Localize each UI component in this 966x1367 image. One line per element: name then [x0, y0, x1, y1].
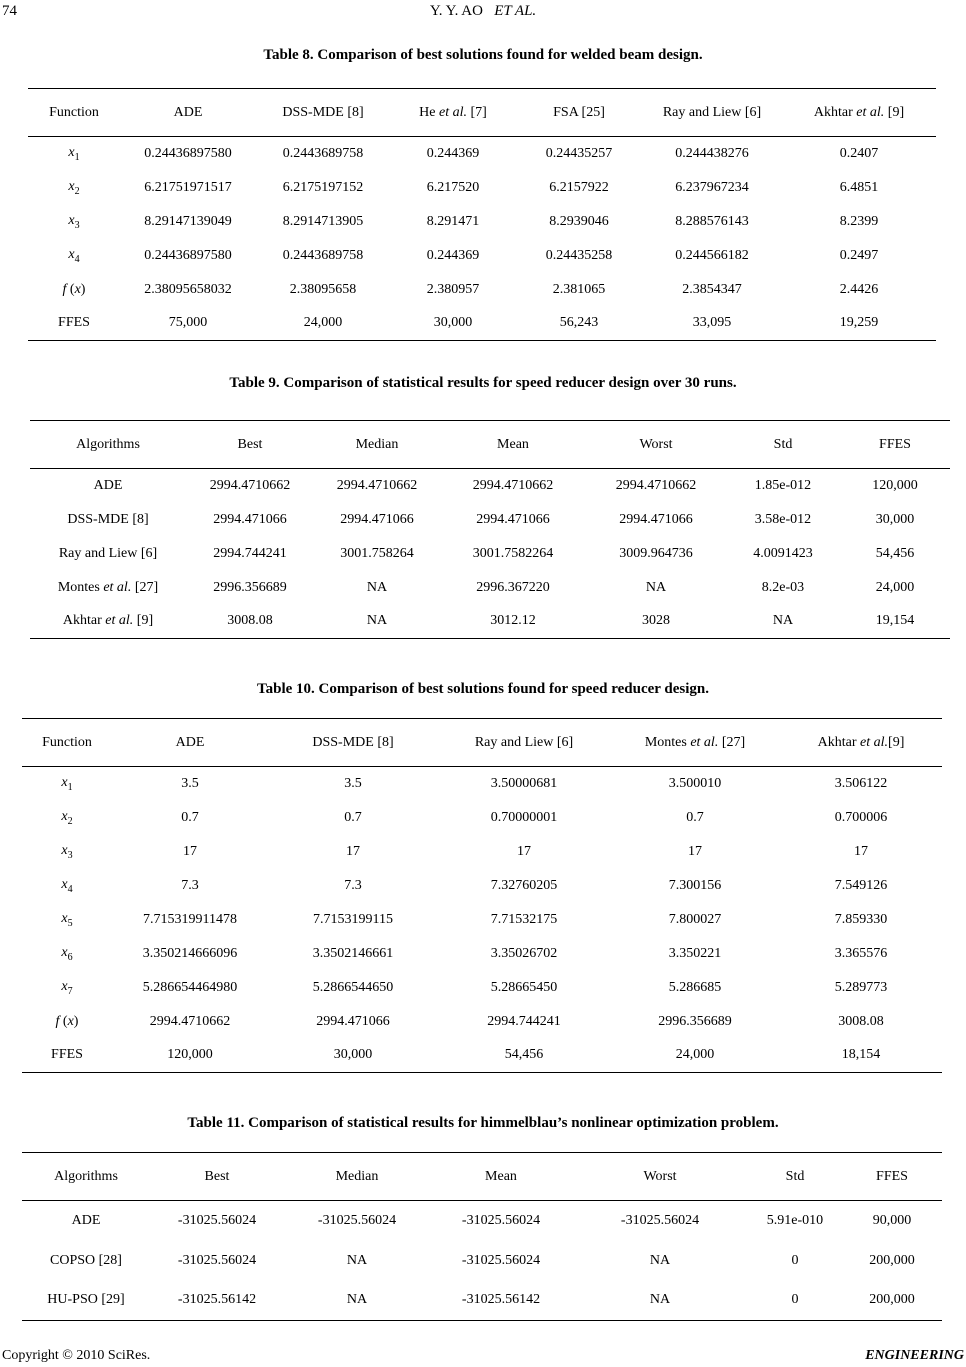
column-header: Std — [726, 421, 840, 469]
table-cell: 7.7153199115 — [313, 911, 393, 927]
table-cell: -31025.56024 — [177, 1252, 257, 1268]
row-label: Ray and Liew [6] — [58, 545, 158, 561]
column-header: ADE — [120, 89, 256, 137]
table-cell: 0.2497 — [839, 247, 879, 263]
table-cell: 2.4426 — [839, 281, 879, 297]
table-cell: 0.7 — [686, 809, 704, 825]
running-head-etal: ET AL. — [494, 3, 537, 19]
column-header: Algorithms — [22, 1153, 150, 1201]
column-header: Best — [150, 1153, 284, 1201]
table-cell: 24,000 — [256, 307, 390, 341]
table-cell: -31025.56024 — [620, 1212, 700, 1228]
table-cell: 0.24436897580 — [144, 247, 232, 263]
table-cell: 2994.4710662 — [336, 477, 418, 493]
table-cell: NA — [314, 605, 440, 639]
table-cell: 6.2157922 — [549, 179, 609, 195]
column-header: Algorithms — [30, 421, 186, 469]
table-cell: 7.3 — [181, 877, 199, 893]
column-header: ADE — [112, 719, 268, 767]
row-label: $x_4$ — [68, 246, 80, 265]
table-10-caption: Table 10. Comparison of best solutions found for speed reducer design. — [256, 681, 709, 697]
table-cell: 18,154 — [780, 1039, 942, 1073]
column-header: Median — [284, 1153, 430, 1201]
table-cell: 54,456 — [438, 1039, 610, 1073]
row-label: $x_3$ — [61, 842, 73, 861]
table-cell: 2.3854347 — [682, 281, 742, 297]
table-cell: 2996.356689 — [658, 1013, 732, 1029]
table-cell: 2.38095658 — [289, 281, 357, 297]
table-cell: 3.5 — [344, 775, 362, 791]
table-cell: 6.21751971517 — [144, 179, 232, 195]
row-label: $x_5$ — [61, 910, 73, 929]
table-cell: 2.381065 — [552, 281, 606, 297]
table-cell: 0.244438276 — [675, 145, 749, 161]
table-cell: 2994.471066 — [213, 511, 287, 527]
table-cell: 0 — [791, 1252, 799, 1268]
row-label: FFES — [22, 1039, 112, 1073]
table-8-caption: Table 8. Comparison of best solutions found for welded beam design. — [263, 47, 703, 63]
table-cell: 2994.471066 — [340, 511, 414, 527]
table-cell: 8.288576143 — [675, 213, 749, 229]
table-cell: 0.70000001 — [490, 809, 558, 825]
table-row — [22, 1241, 942, 1281]
table-cell: 8.2e-03 — [761, 579, 805, 595]
table-cell: 0.2407 — [839, 145, 879, 161]
table-cell: 17 — [517, 843, 531, 859]
table-cell: 3008.08 — [838, 1013, 884, 1029]
table-row — [30, 469, 950, 503]
column-header: FFES — [842, 1153, 942, 1201]
table-cell: 3.506122 — [834, 775, 888, 791]
table-row — [28, 205, 936, 239]
table-row — [22, 1005, 942, 1039]
journal-name-footer: ENGINEERING — [865, 1348, 964, 1363]
table-cell: 0.2443689758 — [282, 247, 364, 263]
row-label: $x_6$ — [61, 944, 73, 963]
table-row — [30, 571, 950, 605]
table-cell: 2994.4710662 — [149, 1013, 231, 1029]
column-header: FFES — [840, 421, 950, 469]
table-cell: 3001.7582264 — [472, 545, 554, 561]
row-label: $x_2$ — [61, 808, 73, 827]
row-label: COPSO [28] — [50, 1252, 122, 1268]
table-row — [28, 273, 936, 307]
column-header: Best — [186, 421, 314, 469]
table-cell: 3028 — [586, 605, 726, 639]
row-label: $x_1$ — [61, 774, 73, 793]
table-row — [30, 605, 950, 639]
column-header: Ray and Liew [6] — [642, 89, 782, 137]
table-cell: 3.500010 — [668, 775, 722, 791]
table-cell: 2.380957 — [426, 281, 480, 297]
table-cell: 75,000 — [120, 307, 256, 341]
table-cell: -31025.56024 — [317, 1212, 397, 1228]
table-cell: 6.4851 — [839, 179, 879, 195]
column-header: DSS-MDE [8] — [256, 89, 390, 137]
column-header: Worst — [572, 1153, 748, 1201]
table-header-row — [22, 719, 942, 767]
table-11-caption: Table 11. Comparison of statistical results for himmelblau’s nonlinear optimization problem. — [187, 1115, 779, 1131]
table-cell: 0.7 — [181, 809, 199, 825]
column-header: Akhtar et al.[9] — [780, 719, 942, 767]
row-label: $x_7$ — [61, 978, 73, 997]
table-cell: 120,000 — [112, 1039, 268, 1073]
running-head — [0, 3, 966, 20]
table-row — [28, 307, 936, 341]
table-cell: 3.50000681 — [490, 775, 558, 791]
table-row — [22, 835, 942, 869]
table-cell: 30,000 — [390, 307, 516, 341]
table-row — [22, 1039, 942, 1073]
column-header: Montes et al. [27] — [610, 719, 780, 767]
table-cell: 3.35026702 — [490, 945, 558, 961]
column-header: Worst — [586, 421, 726, 469]
table-cell: 2994.4710662 — [472, 477, 554, 493]
table-row — [22, 801, 942, 835]
table-10 — [22, 718, 942, 1073]
table-cell: 17 — [854, 843, 868, 859]
column-header: Ray and Liew [6] — [438, 719, 610, 767]
column-header: Function — [22, 719, 112, 767]
table-cell: NA — [649, 1252, 671, 1268]
table-cell: -31025.56024 — [461, 1212, 541, 1228]
table-cell: 3009.964736 — [619, 545, 693, 561]
table-cell: 3.5 — [181, 775, 199, 791]
table-cell: 7.71532175 — [490, 911, 558, 927]
table-header-row — [28, 89, 936, 137]
table-cell: 5.289773 — [834, 979, 888, 995]
table-cell: 33,095 — [642, 307, 782, 341]
table-9 — [30, 420, 950, 639]
table-cell: 2.38095658032 — [144, 281, 232, 297]
table-cell: NA — [284, 1281, 430, 1321]
table-row — [22, 767, 942, 801]
table-cell: 30,000 — [268, 1039, 438, 1073]
table-cell: 7.549126 — [834, 877, 888, 893]
row-label: FFES — [28, 307, 120, 341]
table-row — [22, 903, 942, 937]
table-cell: 2996.356689 — [213, 579, 287, 595]
column-header: Mean — [440, 421, 586, 469]
table-cell: 3001.758264 — [340, 545, 414, 561]
table-row — [22, 869, 942, 903]
table-cell: 6.217520 — [426, 179, 480, 195]
table-cell: 2996.367220 — [476, 579, 550, 595]
table-cell: 3012.12 — [440, 605, 586, 639]
table-cell: 2994.4710662 — [209, 477, 291, 493]
table-row — [30, 537, 950, 571]
copyright-footer: Copyright © 2010 SciRes. — [2, 1348, 151, 1363]
table-row — [28, 171, 936, 205]
table-cell: 7.300156 — [668, 877, 722, 893]
table-cell: 2994.4710662 — [615, 477, 697, 493]
table-cell: 17 — [183, 843, 197, 859]
table-cell: 5.2866544650 — [312, 979, 394, 995]
table-cell: 0 — [748, 1281, 842, 1321]
table-cell: 3.350221 — [668, 945, 722, 961]
table-row — [22, 971, 942, 1005]
table-cell: 0.700006 — [834, 809, 888, 825]
table-cell: 5.91e-010 — [766, 1212, 824, 1228]
table-cell: 54,456 — [875, 545, 915, 561]
table-cell: 8.2399 — [839, 213, 879, 229]
table-cell: NA — [366, 579, 388, 595]
table-row — [22, 1201, 942, 1241]
table-cell: 5.286685 — [668, 979, 722, 995]
table-cell: 3008.08 — [186, 605, 314, 639]
row-label: $x_1$ — [68, 144, 80, 163]
table-cell: 2994.744241 — [487, 1013, 561, 1029]
table-cell: -31025.56024 — [177, 1212, 257, 1228]
table-cell: 4.0091423 — [753, 545, 813, 561]
table-header-row — [22, 1153, 942, 1201]
table-cell: NA — [645, 579, 667, 595]
table-cell: 200,000 — [842, 1281, 942, 1321]
table-cell: 2994.471066 — [476, 511, 550, 527]
table-row — [22, 937, 942, 971]
table-cell: NA — [572, 1281, 748, 1321]
table-cell: 7.859330 — [834, 911, 888, 927]
table-cell: 8.2939046 — [549, 213, 609, 229]
table-cell: 24,000 — [610, 1039, 780, 1073]
table-cell: NA — [726, 605, 840, 639]
row-label: $x_3$ — [68, 212, 80, 231]
column-header: Function — [28, 89, 120, 137]
column-header: DSS-MDE [8] — [268, 719, 438, 767]
table-cell: 19,154 — [840, 605, 950, 639]
table-cell: 56,243 — [516, 307, 642, 341]
row-label: Montes et al. [27] — [57, 579, 159, 595]
row-label: ADE — [71, 1212, 101, 1228]
running-head-author: Y. Y. AO — [429, 3, 483, 19]
column-header: He et al. [7] — [390, 89, 516, 137]
table-cell: 0.24435258 — [545, 247, 613, 263]
row-label: f (x) — [55, 1013, 79, 1029]
table-row — [22, 1281, 942, 1321]
row-label: Akhtar et al. [9] — [30, 605, 186, 639]
table-cell: 90,000 — [872, 1212, 912, 1228]
table-cell: 6.2175197152 — [282, 179, 364, 195]
table-cell: 8.29147139049 — [144, 213, 232, 229]
table-cell: 0.244369 — [426, 145, 480, 161]
row-label: $x_2$ — [68, 178, 80, 197]
table-cell: 5.28665450 — [490, 979, 558, 995]
table-cell: 8.291471 — [426, 213, 480, 229]
table-cell: 3.58e-012 — [754, 511, 812, 527]
table-cell: 0.244369 — [426, 247, 480, 263]
table-cell: 0.24436897580 — [144, 145, 232, 161]
table-cell: 0.24435257 — [545, 145, 613, 161]
table-cell: NA — [346, 1252, 368, 1268]
table-cell: 19,259 — [782, 307, 936, 341]
page-number: 74 — [2, 3, 17, 19]
table-cell: 2994.471066 — [619, 511, 693, 527]
row-label: $x_4$ — [61, 876, 73, 895]
table-cell: 24,000 — [875, 579, 915, 595]
table-cell: -31025.56142 — [430, 1281, 572, 1321]
table-cell: 0.2443689758 — [282, 145, 364, 161]
table-row — [28, 239, 936, 273]
table-cell: 3.350214666096 — [142, 945, 238, 961]
table-cell: 17 — [346, 843, 360, 859]
row-label: HU-PSO [29] — [22, 1281, 150, 1321]
table-cell: 0.7 — [344, 809, 362, 825]
table-cell: 1.85e-012 — [754, 477, 812, 493]
table-header-row — [30, 421, 950, 469]
table-cell: 5.286654464980 — [142, 979, 238, 995]
table-cell: 3.365576 — [834, 945, 888, 961]
table-cell: 30,000 — [875, 511, 915, 527]
table-cell: 7.32760205 — [490, 877, 558, 893]
table-cell: 17 — [688, 843, 702, 859]
table-cell: 7.800027 — [668, 911, 722, 927]
column-header: Mean — [430, 1153, 572, 1201]
table-11 — [22, 1152, 942, 1321]
table-cell: 8.2914713905 — [282, 213, 364, 229]
table-row — [30, 503, 950, 537]
table-8 — [28, 88, 936, 341]
table-cell: 7.3 — [344, 877, 362, 893]
column-header: Median — [314, 421, 440, 469]
table-cell: -31025.56024 — [461, 1252, 541, 1268]
table-cell: 0.244566182 — [675, 247, 749, 263]
table-cell: 2994.744241 — [213, 545, 287, 561]
table-cell: 6.237967234 — [675, 179, 749, 195]
row-label: f (x) — [62, 281, 86, 297]
column-header: Akhtar et al. [9] — [782, 89, 936, 137]
table-cell: -31025.56142 — [150, 1281, 284, 1321]
table-cell: 120,000 — [872, 477, 918, 493]
table-cell: 200,000 — [869, 1252, 915, 1268]
table-9-caption: Table 9. Comparison of statistical results for speed reducer design over 30 runs. — [229, 375, 737, 391]
column-header: FSA [25] — [516, 89, 642, 137]
table-cell: 7.715319911478 — [143, 911, 237, 927]
table-cell: 2994.471066 — [316, 1013, 390, 1029]
table-row — [28, 137, 936, 171]
column-header: Std — [748, 1153, 842, 1201]
row-label: DSS-MDE [8] — [67, 511, 149, 527]
row-label: ADE — [93, 477, 123, 493]
table-cell: 3.3502146661 — [312, 945, 394, 961]
